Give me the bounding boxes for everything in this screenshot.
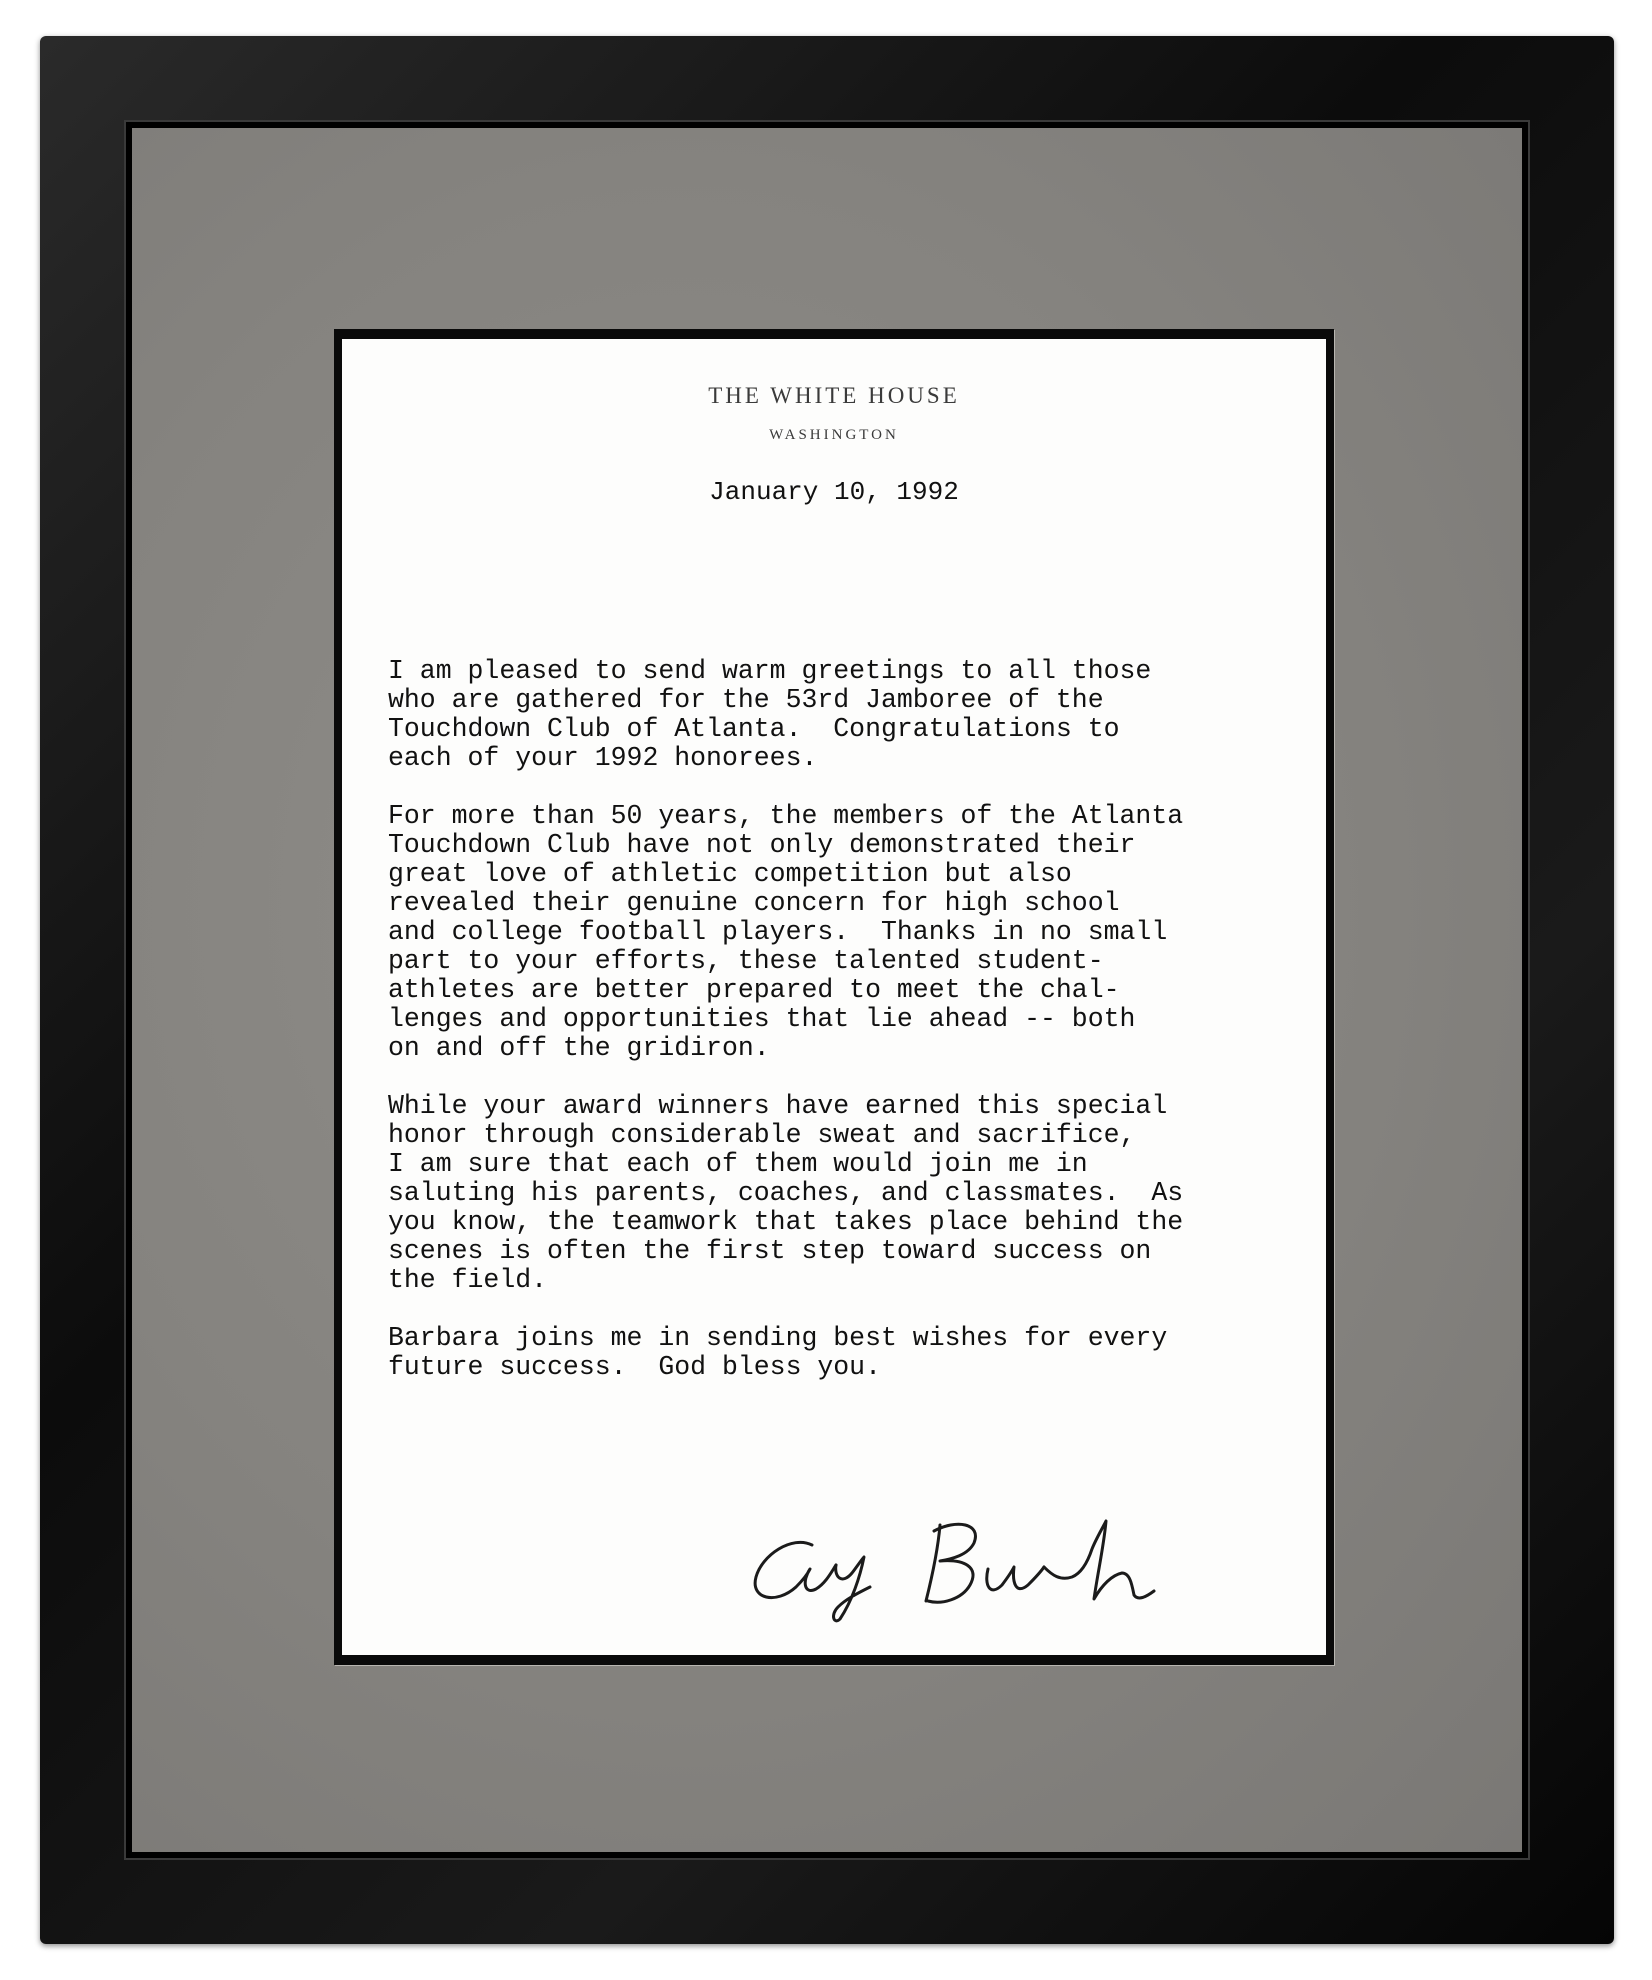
letter-date: January 10, 1992: [709, 477, 959, 507]
letterhead-title: THE WHITE HOUSE: [708, 383, 960, 408]
letter-body: [388, 657, 1308, 1411]
text-line: honor through considerable sweat and sacrifice,: [388, 1120, 1136, 1150]
text-line: great love of athletic competition but also: [388, 859, 1072, 889]
paragraph-2: [388, 802, 1308, 1063]
text-line: and college football players. Thanks in no small: [388, 917, 1168, 947]
paragraph-1: [388, 657, 1308, 773]
paragraph-3: [388, 1092, 1308, 1295]
signature-icon: [742, 1515, 1162, 1625]
text-line: I am sure that each of them would join me in: [388, 1149, 1088, 1179]
text-line: athletes are better prepared to meet the chal-: [388, 975, 1120, 1005]
text-line: the field.: [388, 1265, 548, 1295]
text-line: who are gathered for the 53rd Jamboree of the: [388, 685, 1104, 715]
text-line: For more than 50 years, the members of the Atlanta: [388, 801, 1184, 831]
text-line: each of your 1992 honorees.: [388, 743, 818, 773]
text-line: revealed their genuine concern for high school: [388, 888, 1120, 918]
text-line: Barbara joins me in sending best wishes for every: [388, 1323, 1168, 1353]
text-line: part to your efforts, these talented student-: [388, 946, 1104, 976]
text-line: lenges and opportunities that lie ahead -- both: [388, 1004, 1136, 1034]
text-line: saluting his parents, coaches, and classmates. As: [388, 1178, 1184, 1208]
letterhead: [342, 383, 1326, 444]
text-line: While your award winners have earned this special: [388, 1091, 1168, 1121]
text-line: on and off the gridiron.: [388, 1033, 770, 1063]
signature-drawing: [742, 1515, 1162, 1625]
paragraph-4: [388, 1324, 1308, 1382]
text-line: scenes is often the first step toward success on: [388, 1236, 1152, 1266]
text-line: Touchdown Club have not only demonstrated their: [388, 830, 1136, 860]
text-line: I am pleased to send warm greetings to all those: [388, 656, 1152, 686]
letterhead-subtitle: WASHINGTON: [769, 427, 899, 443]
text-line: future success. God bless you.: [388, 1352, 881, 1382]
text-line: Touchdown Club of Atlanta. Congratulations to: [388, 714, 1120, 744]
text-line: you know, the teamwork that takes place behind the: [388, 1207, 1184, 1237]
letter-paper: [342, 339, 1326, 1655]
